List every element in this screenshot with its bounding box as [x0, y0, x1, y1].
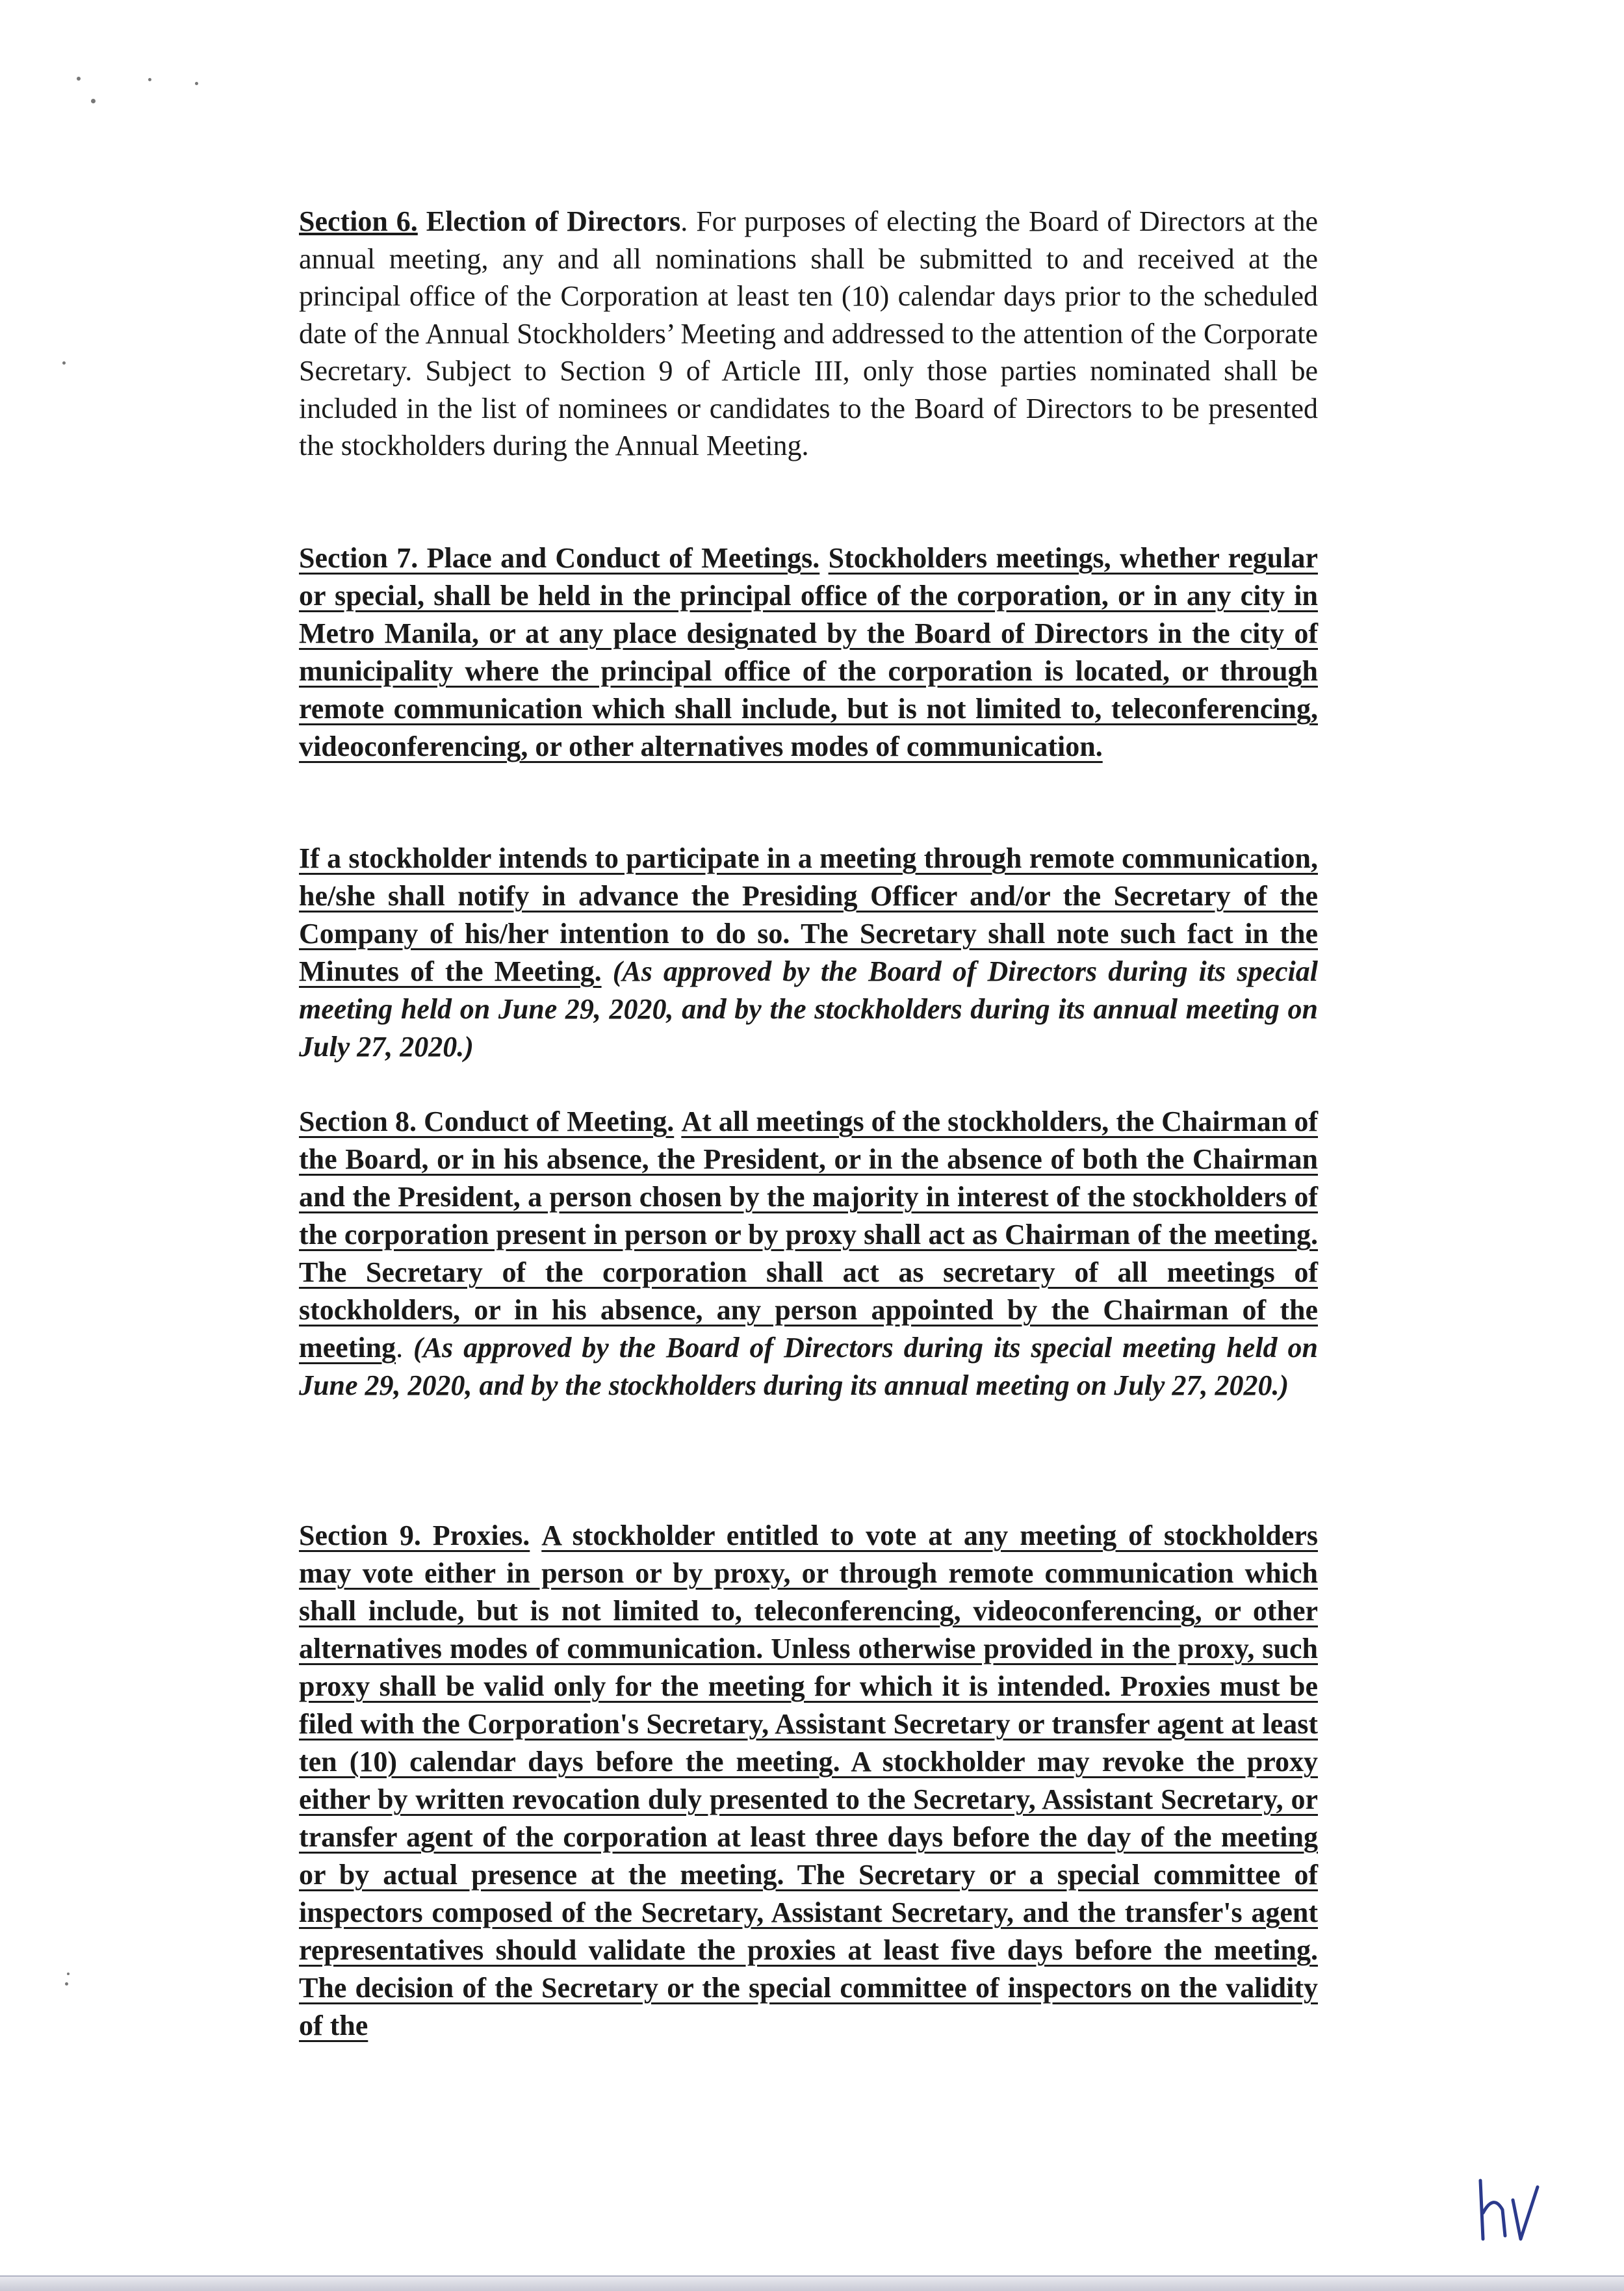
scan-bottom-edge [0, 2275, 1624, 2291]
section-9-paragraph [299, 1517, 1318, 2045]
scan-speck [195, 82, 198, 85]
section-6-body: . For purposes of electing the Board of Directors at the annual meeting, any and all nominations shall be submitted to and received at the principal office of the Corporation at least ten (10) calendar days prior to the scheduled date of the Annual Stockholders’ Meeting and addressed to the attention of the Corporate Secretary. Subject to Section 9 of Article III, only those parties nominated shall be included in the list of nominees or candidates to the Board of Directors to be presented the stockholders during the Annual Meeting. [299, 205, 1319, 461]
scan-speck [65, 1982, 68, 1986]
section-7-para2: If a stockholder intends to participate in a meeting through remote communication, he/she shall notify in advance the Presiding Officer and/or the Secretary of the Company of his/her intention to do so. The Secretary shall note such fact in the Minutes of the Meeting. [299, 842, 1318, 987]
section-9-heading: Section 9. Proxies. [299, 1520, 530, 1551]
section-9-body: A stockholder entitled to vote at any meeting of stockholders may vote either in person or by proxy, or through remote communication which shall include, but is not limited to, teleconferencing, videoconferencing, or other alternatives modes of communication. Unless otherwise provided in the proxy, such proxy shall be valid only for the meeting for which it is intended. Proxies must be filed with the Corporation's Secretary, Assistant Secretary or transfer agent at least ten (10) calendar days before the meeting. A stockholder may revoke the proxy either by written revocation duly presented to the Secretary, Assistant Secretary, or transfer agent of the corporation at least three days before the day of the meeting or by actual presence at the meeting. The Secretary or a special committee of inspectors composed of the Secretary, Assistant Secretary, and the transfer's agent representatives should validate the proxies at least five days before the meeting. The decision of the Secretary or the special committee of inspectors on the validity of the [299, 1520, 1318, 2041]
section-6-paragraph [299, 203, 1318, 465]
scan-speck [148, 78, 151, 81]
section-7-paragraph-2 [299, 840, 1318, 1066]
handwritten-initials-signature [1474, 2174, 1545, 2246]
section-7-heading: Section 7. Place and Conduct of Meetings. [299, 542, 820, 574]
scan-speck [62, 361, 66, 365]
section-8-heading: Section 8. Conduct of Meeting. [299, 1106, 675, 1137]
section-7-approval-note: (As approved by the Board of Directors during its special meeting held on June 29, 2020, and by the stockholders during its annual meeting on July 27, 2020.) [299, 955, 1318, 1063]
section-6-title: Election of Directors [426, 205, 681, 237]
section-7-body: Stockholders meetings, whether regular or special, shall be held in the principal office of the corporation, or in any city in Metro Manila, or at any place designated by the Board of Directors in the city of municipality where the principal office of the corporation is located, or through remote communication which shall include, but is not limited to, teleconferencing, videoconferencing, or other alternatives modes of communication. [299, 542, 1318, 762]
section-8-approval-note: (As approved by the Board of Directors during its special meeting held on June 29, 2020, and by the stockholders during its annual meeting on July 27, 2020.) [299, 1332, 1318, 1401]
scan-speck [91, 99, 96, 103]
section-6-label: Section 6. [299, 205, 418, 237]
scan-speck [67, 1973, 70, 1975]
scan-speck [77, 77, 81, 81]
section-7-paragraph [299, 539, 1318, 766]
section-8-paragraph: Section 8. Conduct of Meeting. At all meetings of the stockholders, the Chairman of the Board, or in his absence, the President, or in the absence of both the Chairman and the President, a person chosen by the majority in interest of the stockholders of the corporation present in person or by proxy shall act as Chairman of the meeting. The Secretary of the corporation shall act as secretary of all meetings of stockholders, or in his absence, any person appointed by the Chairman of the meeting. (As approved by the Board of Directors during its special meeting held on June 29, 2020, and by the stockholders during its annual meeting on July 27, 2020.) [299, 1106, 1319, 1401]
section-8-body: At all meetings of the stockholders, the Chairman of the Board, or in his absence, the President, or in the absence of both the Chairman and the President, a person chosen by the majority in interest of the stockholders of the corporation present in person or by proxy shall act as Chairman of the meeting. The Secretary of the corporation shall act as secretary of all meetings of stockholders, or in his absence, any person appointed by the Chairman of the meeting [299, 1106, 1319, 1364]
